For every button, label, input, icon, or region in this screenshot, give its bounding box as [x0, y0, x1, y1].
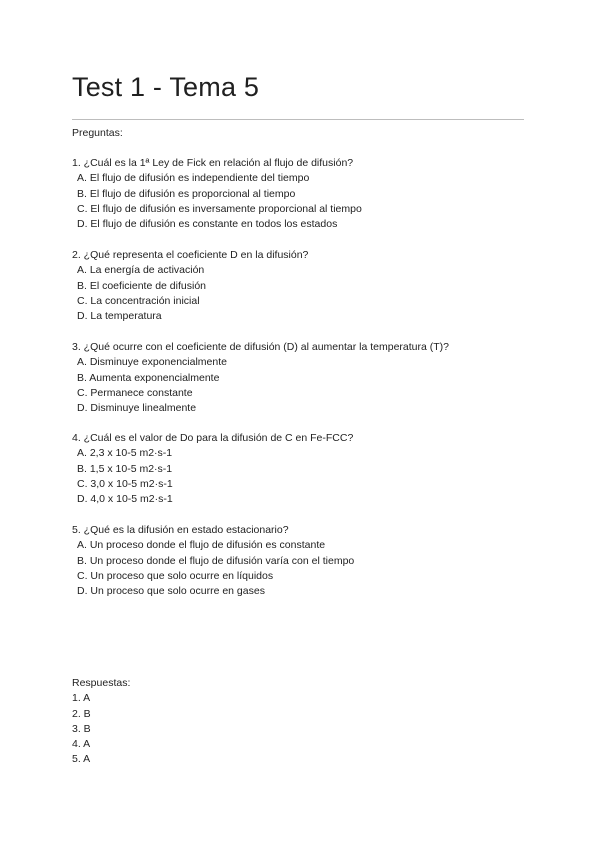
option-a: A. 2,3 x 10-5 m2·s-1 — [77, 447, 173, 460]
question-3 — [72, 340, 532, 416]
option-d: D. Disminuye linealmente — [77, 402, 197, 415]
answer-5: 5. A — [72, 753, 91, 766]
option-d: D. El flujo de difusión es constante en todos los estados — [77, 218, 338, 231]
option-c: C. 3,0 x 10-5 m2·s-1 — [77, 477, 173, 490]
option-b: B. El coeficiente de difusión — [77, 279, 206, 292]
question-2 — [72, 248, 532, 324]
option-c: C. Permanece constante — [77, 386, 193, 399]
question-text: 5. ¿Qué es la difusión en estado estacionario? — [72, 524, 289, 536]
answer-1: 1. A — [72, 692, 91, 705]
question-1 — [72, 156, 532, 232]
option-c: C. La concentración inicial — [77, 294, 200, 307]
option-b: B. El flujo de difusión es proporcional al tiempo — [77, 187, 296, 200]
answer-4: 4. A — [72, 738, 91, 751]
document-title: Test 1 - Tema 5 — [72, 72, 260, 102]
question-text: 3. ¿Qué ocurre con el coeficiente de difusión (D) al aumentar la temperatura (T)? — [72, 341, 450, 353]
option-d: D. La temperatura — [77, 310, 162, 323]
question-5 — [72, 523, 532, 599]
option-c: C. El flujo de difusión es inversamente proporcional al tiempo — [77, 202, 362, 215]
option-a: A. Disminuye exponencialmente — [77, 356, 227, 369]
option-b: B. 1,5 x 10-5 m2·s-1 — [77, 462, 173, 475]
option-d: D. 4,0 x 10-5 m2·s-1 — [77, 493, 173, 506]
option-b: B. Un proceso donde el flujo de difusión varía con el tiempo — [77, 554, 355, 567]
answer-3: 3. B — [72, 722, 91, 735]
question-4 — [72, 431, 532, 507]
title-divider — [72, 119, 524, 120]
option-d: D. Un proceso que solo ocurre en gases — [77, 585, 265, 598]
option-a: A. El flujo de difusión es independiente del tiempo — [77, 172, 310, 185]
question-text: 4. ¿Cuál es el valor de Do para la difusión de C en Fe-FCC? — [72, 432, 354, 444]
answers-section — [72, 676, 130, 768]
option-c: C. Un proceso que solo ocurre en líquidos — [77, 569, 274, 582]
questions-heading: Preguntas: — [72, 127, 123, 139]
question-text: 2. ¿Qué representa el coeficiente D en la difusión? — [72, 249, 309, 261]
option-b: B. Aumenta exponencialmente — [77, 371, 220, 384]
answer-2: 2. B — [72, 707, 91, 720]
answers-heading: Respuestas: — [72, 677, 131, 689]
option-a: A. Un proceso donde el flujo de difusión es constante — [77, 539, 326, 552]
question-text: 1. ¿Cuál es la 1ª Ley de Fick en relación al flujo de difusión? — [72, 157, 354, 169]
option-a: A. La energía de activación — [77, 264, 205, 277]
